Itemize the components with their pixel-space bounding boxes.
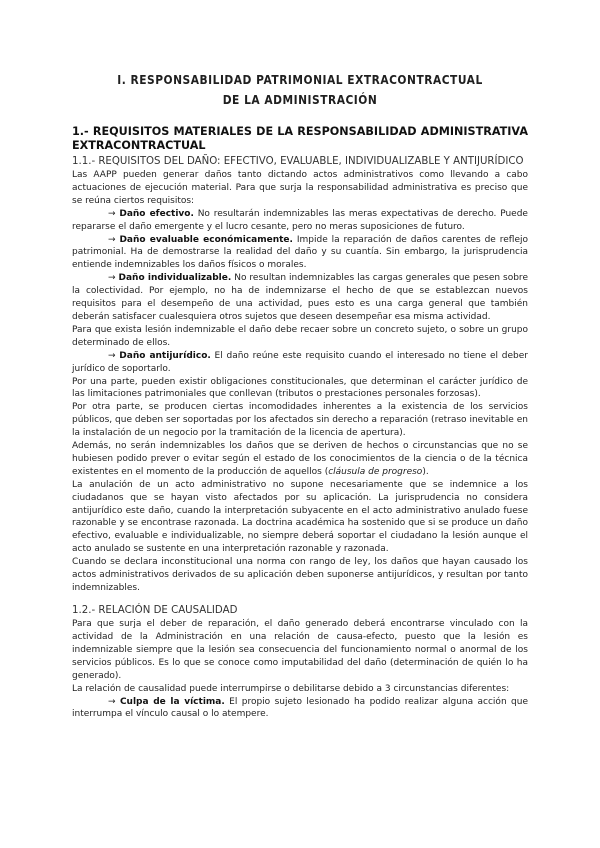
- progress-clause-paragraph: [72, 440, 528, 479]
- requirement-individualizable: [72, 272, 528, 324]
- arrow-icon: →: [108, 273, 116, 284]
- arrow-icon: →: [108, 696, 116, 707]
- term-efectivo: Daño efectivo.: [119, 208, 194, 219]
- text-culpa-victima: El propio sujeto lesionado ha podido realizar alguna acción que interrumpa el vínculo causal o lo atempere.: [72, 696, 528, 720]
- term-antijuridico: Daño antijurídico.: [119, 350, 211, 361]
- section-1-heading: 1.- REQUISITOS MATERIALES DE LA RESPONSABILIDAD ADMINISTRATIVA EXTRACONTRACTUAL: [72, 125, 528, 153]
- progress-clause-end: ).: [422, 466, 429, 477]
- document-title: I. RESPONSABILIDAD PATRIMONIAL EXTRACONTRACTUAL DE LA ADMINISTRACIÓN: [117, 72, 483, 107]
- text-antijuridico: El daño reúne este requisito cuando el interesado no tiene el deber jurídico de soportarlo.: [72, 350, 528, 374]
- arrow-icon: →: [108, 350, 116, 361]
- causality-paragraph: Para que surja el deber de reparación, el daño generado deberá encontrarse vinculado con la actividad de la Administración en una relación de causa-efecto, puesto que la lesión es indemnizable siempre que la lesión sea consecuencia del funcionamiento normal o anormal de los servicios públicos. Es lo que se conoce como imputabilidad del daño (determinación de quién lo ha generado).: [72, 619, 528, 681]
- section-1-2-heading: 1.2.- RELACIÓN DE CAUSALIDAD: [72, 604, 238, 616]
- requirement-evaluable: [72, 234, 528, 273]
- unconstitutional-paragraph: Cuando se declara inconstitucional una norma con rango de ley, los daños que hayan causado los actos administrativos derivados de su aplicación deben suponerse antijurídicos, y resultan por tanto indemnizables.: [72, 557, 528, 594]
- requirement-efectivo: [72, 208, 528, 234]
- lesion-paragraph: Para que exista lesión indemnizable el daño debe recaer sobre un concreto sujeto, o sobre un grupo determinado de ellos.: [72, 324, 528, 348]
- constitutional-obligations-paragraph: Por una parte, pueden existir obligaciones constitucionales, que determinan el carácter jurídico de las limitaciones patrimoniales que conllevan (tributos o prestaciones personales forzosas).: [72, 376, 528, 400]
- requirement-antijuridico: [72, 350, 528, 376]
- public-services-paragraph: Por otra parte, se producen ciertas incomodidades inherentes a la existencia de los servicios públicos, que deben ser soportadas por los afectados sin derecho a reparación (retraso inevitable en la instalación de un negocio por la tramitación de la licencia de apertura).: [72, 402, 528, 439]
- text-evaluable: Impide la reparación de daños carentes de reflejo patrimonial. Ha de demostrarse la realidad del daño y su cuantía. Sin embargo, la jurisprudencia entiende indemnizables los daños físicos o morales.: [72, 234, 528, 271]
- requirement-culpa-victima: [72, 696, 528, 722]
- text-individualizable: No resultan indemnizables las cargas generales que pesen sobre la colectividad. Por ejemplo, no ha de indemnizarse el hecho de que se establezcan nuevos requisitos para el desempeño de una actividad, pues esto es una carga general que también deberán satisfacer cualesquiera otros sujetos que deseen desempeñar esa misma actividad.: [72, 273, 528, 322]
- causality-interruption-paragraph: La relación de causalidad puede interrumpirse o debilitarse debido a 3 circunstancias diferentes:: [72, 683, 510, 694]
- term-evaluable: Daño evaluable económicamente.: [119, 234, 293, 245]
- section-1-1-heading: 1.1.- REQUISITOS DEL DAÑO: EFECTIVO, EVALUABLE, INDIVIDUALIZABLE Y ANTIJURÍDICO: [72, 155, 524, 167]
- text-efectivo: No resultarán indemnizables las meras expectativas de derecho. Puede repararse el daño emergente y el lucro cesante, pero no meras suposiciones de futuro.: [72, 208, 528, 232]
- arrow-icon: →: [108, 208, 116, 219]
- annulment-paragraph: La anulación de un acto administrativo no supone necesariamente que se indemnice a los ciudadanos que se hayan visto afectados por su aplicación. La jurisprudencia no considera antijurídico este daño, cuando la interpretación subyacente en el acto administrativo anulado fuese razonable y se encontrase razonada. La doctrina académica ha sostenido que si se produce un daño efectivo, evaluable e individualizable, no siempre deberá soportar el ciudadano la lesión aunque el acto anulado se sustente en una interpretación razonable y razonada.: [72, 479, 528, 555]
- term-individualizable: Daño individualizable.: [118, 273, 232, 284]
- progress-clause-text: Además, no serán indemnizables los daños que se deriven de hechos o circunstancias que no se hubiesen podido prever o evitar según el estado de los conocimientos de la ciencia o de la técnica existentes en el momento de la producción de aquellos (: [72, 441, 528, 477]
- intro-paragraph: Las AAPP pueden generar daños tanto dictando actos administrativos como llevando a cabo actuaciones de ejecución material. Para que surja la responsabilidad administrativa es preciso que se reúna ciertos requisitos:: [72, 170, 528, 206]
- progress-clause-term: cláusula de progreso: [328, 466, 423, 477]
- term-culpa-victima: Culpa de la víctima.: [119, 696, 225, 707]
- arrow-icon: →: [108, 234, 116, 245]
